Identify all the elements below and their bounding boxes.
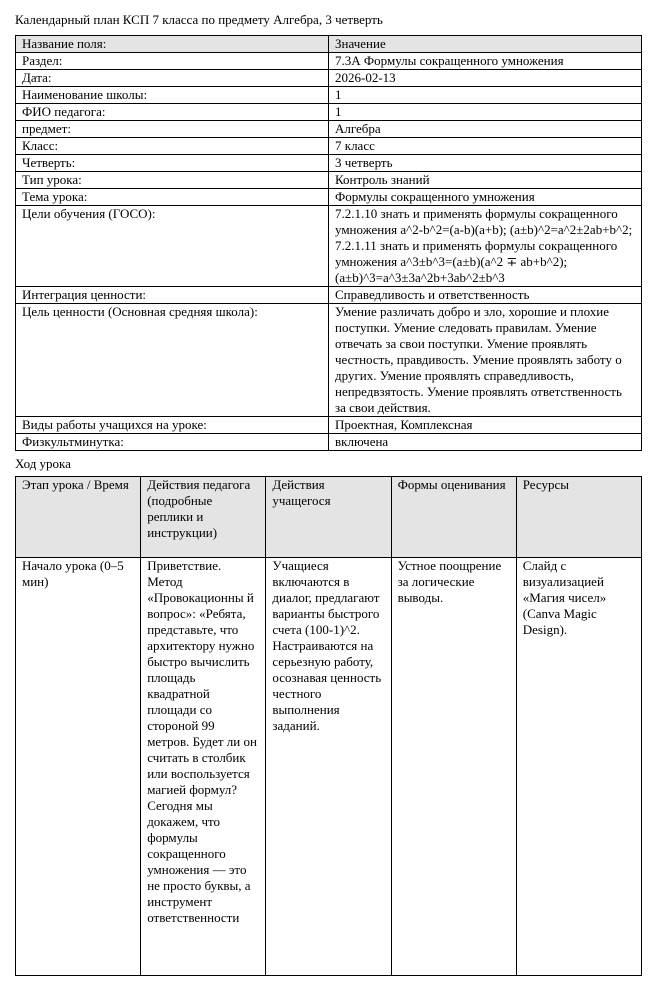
- field-name-cell: Интеграция ценности:: [16, 287, 329, 304]
- table-row: [16, 138, 642, 155]
- lesson-flow-table: [15, 476, 642, 976]
- field-name-cell: Наименование школы:: [16, 87, 329, 104]
- table-row: [16, 558, 642, 976]
- table-row: [16, 189, 642, 206]
- field-value-cell: Контроль знаний: [329, 172, 642, 189]
- field-name-cell: Тема урока:: [16, 189, 329, 206]
- table-row: [16, 206, 642, 287]
- section-title: Ход урока: [15, 456, 71, 471]
- column-header-value: Значение: [329, 36, 642, 53]
- field-value-cell: Справедливость и ответственность: [329, 287, 642, 304]
- field-name-cell: Тип урока:: [16, 172, 329, 189]
- table-cell: Слайд с визуализацией «Магия чисел» (Canva Magic Design).: [516, 558, 641, 976]
- field-value-cell: 2026-02-13: [329, 70, 642, 87]
- table-row: [16, 121, 642, 138]
- field-name-cell: ФИО педагога:: [16, 104, 329, 121]
- field-name-cell: Дата:: [16, 70, 329, 87]
- column-header: Этап урока / Время: [16, 477, 141, 558]
- table-row: [16, 70, 642, 87]
- table-cell: Начало урока (0–5 мин): [16, 558, 141, 976]
- field-value-cell: 3 четверть: [329, 155, 642, 172]
- table-header-row: [16, 477, 642, 558]
- table-row: [16, 87, 642, 104]
- table-cell: Учащиеся включаются в диалог, предлагают варианты быстрого счета (100-1)^2. Настраиваются на серьезную работу, осознавая ценность честного выполнения заданий.: [266, 558, 391, 976]
- field-value-cell: 7 класс: [329, 138, 642, 155]
- field-value-cell: 7.3А Формулы сокращенного умножения: [329, 53, 642, 70]
- table-row: [16, 104, 642, 121]
- table-row: [16, 172, 642, 189]
- lesson-info-table: [15, 35, 642, 451]
- field-value-cell: 1: [329, 104, 642, 121]
- table-header-row: [16, 36, 642, 53]
- field-value-cell: Формулы сокращенного умножения: [329, 189, 642, 206]
- field-name-cell: Физкультминутка:: [16, 434, 329, 451]
- field-value-cell: Умение различать добро и зло, хорошие и плохие поступки. Умение следовать правилам. Умение отвечать за свои поступки. Умение проявлять честность, правдивость. Умение проявлять заботу о других. Умение проявлять справедливость, непредвзятость. Умение проявлять ответственность за свои действия.: [329, 304, 642, 417]
- table-row: [16, 434, 642, 451]
- table-row: [16, 155, 642, 172]
- field-value-cell: 1: [329, 87, 642, 104]
- column-header: Ресурсы: [516, 477, 641, 558]
- table-row: [16, 287, 642, 304]
- table-row: [16, 417, 642, 434]
- table-cell: Устное поощрение за логические выводы.: [391, 558, 516, 976]
- field-name-cell: Класс:: [16, 138, 329, 155]
- column-header: Действия педагога (подробные реплики и инструкции): [141, 477, 266, 558]
- table-row: [16, 53, 642, 70]
- column-header-field: Название поля:: [16, 36, 329, 53]
- field-value-cell: Проектная, Комплексная: [329, 417, 642, 434]
- field-name-cell: Четверть:: [16, 155, 329, 172]
- field-name-cell: Цель ценности (Основная средняя школа):: [16, 304, 329, 417]
- table-row: [16, 304, 642, 417]
- page-title: Календарный план КСП 7 класса по предмету Алгебра, 3 четверть: [15, 12, 383, 27]
- field-name-cell: Цели обучения (ГОСО):: [16, 206, 329, 287]
- field-value-cell: Алгебра: [329, 121, 642, 138]
- field-name-cell: Виды работы учащихся на уроке:: [16, 417, 329, 434]
- column-header: Формы оценивания: [391, 477, 516, 558]
- field-name-cell: предмет:: [16, 121, 329, 138]
- field-name-cell: Раздел:: [16, 53, 329, 70]
- field-value-cell: 7.2.1.10 знать и применять формулы сокращенного умножения a^2-b^2=(a-b)(a+b); (a±b)^2=a^2±2ab+b^2; 7.2.1.11 знать и применять формулы сокращенного умножения a^3±b^3=(a±b)(a^2 ∓ ab+b^2); (a±b)^3=a^3±3a^2b+3ab^2±b^3: [329, 206, 642, 287]
- column-header: Действия учащегося: [266, 477, 391, 558]
- field-value-cell: включена: [329, 434, 642, 451]
- table-cell: Приветствие. Метод «Провокационны й вопрос»: «Ребята, представьте, что архитектору нужно быстро вычислить площадь квадратной площади со стороной 99 метров. Будет ли он считать в столбик или воспользуется магией формул? Сегодня мы докажем, что формулы сокращенного умножения — это не просто буквы, а инструмент ответственности: [141, 558, 266, 976]
